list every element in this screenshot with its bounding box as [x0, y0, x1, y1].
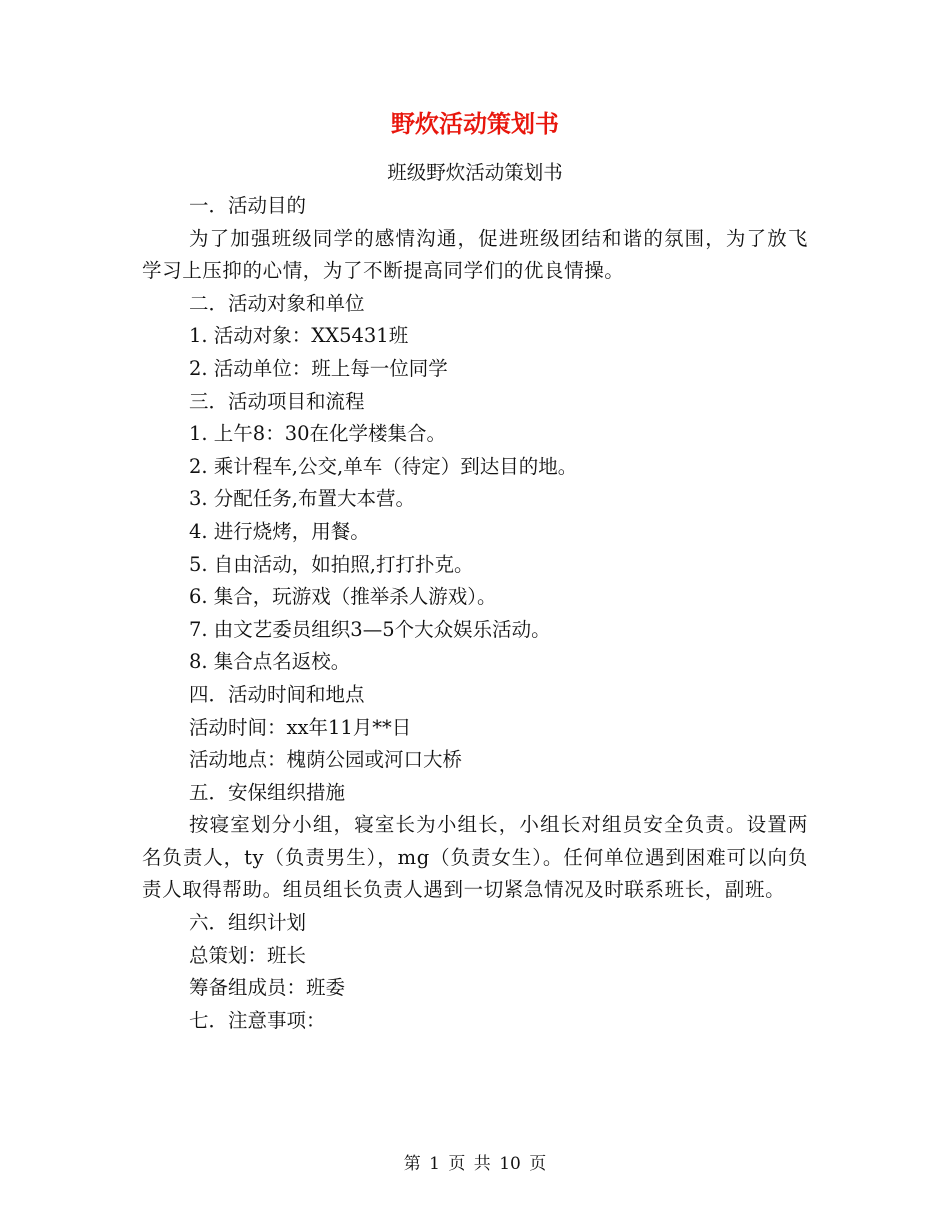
section-heading-participants: 二．活动对象和单位	[189, 291, 365, 315]
section-heading-schedule: 三．活动项目和流程	[189, 389, 365, 413]
section-heading-organization: 六．组织计划	[189, 911, 307, 935]
document-title: 野炊活动策划书	[391, 110, 559, 138]
preparation-members: 筹备组成员：班委	[189, 976, 346, 1000]
list-item: 6. 集合，玩游戏（推举杀人游戏）。	[189, 585, 497, 609]
section-heading-time-place: 四．活动时间和地点	[189, 682, 365, 706]
document-body	[142, 190, 808, 1037]
list-item: 8. 集合点名返校。	[189, 650, 351, 674]
paragraph-safety: 按寝室划分小组，寝室长为小组长，小组长对组员安全负责。设置两名负责人，ty（负责男生），mg（负责女生）。任何单位遇到困难可以向负责人取得帮助。组员组长负责人遇到一切紧急情况及时联系班长，副班。	[142, 813, 808, 902]
activity-time: 活动时间：xx年11月**日	[189, 715, 412, 739]
list-item: 2. 乘计程车,公交,单车（待定）到达目的地。	[189, 454, 578, 478]
list-item: 3. 分配任务,布置大本营。	[189, 487, 416, 511]
list-item: 4. 进行烧烤，用餐。	[189, 519, 370, 543]
section-heading-purpose: 一．活动目的	[189, 194, 307, 217]
list-item: 1. 上午8：30在化学楼集合。	[189, 422, 447, 446]
list-item: 2. 活动单位：班上每一位同学	[189, 356, 448, 380]
list-item: 1. 活动对象：XX5431班	[189, 324, 409, 348]
activity-place: 活动地点：槐荫公园或河口大桥	[189, 748, 463, 772]
section-heading-safety: 五．安保组织措施	[189, 780, 346, 804]
document-subtitle: 班级野炊活动策划书	[387, 161, 563, 184]
chief-planner: 总策划：班长	[189, 943, 307, 967]
list-item: 5. 自由活动，如拍照,打打扑克。	[189, 552, 474, 576]
section-heading-notes: 七．注意事项：	[189, 1008, 326, 1032]
paragraph-purpose: 为了加强班级同学的感情沟通，促进班级团结和谐的氛围，为了放飞学习上压抑的心情，为了不断提高同学们的优良情操。	[142, 226, 808, 283]
page-number: 第 1 页 共 10 页	[403, 1154, 547, 1174]
list-item: 7. 由文艺委员组织3—5个大众娱乐活动。	[189, 617, 551, 641]
